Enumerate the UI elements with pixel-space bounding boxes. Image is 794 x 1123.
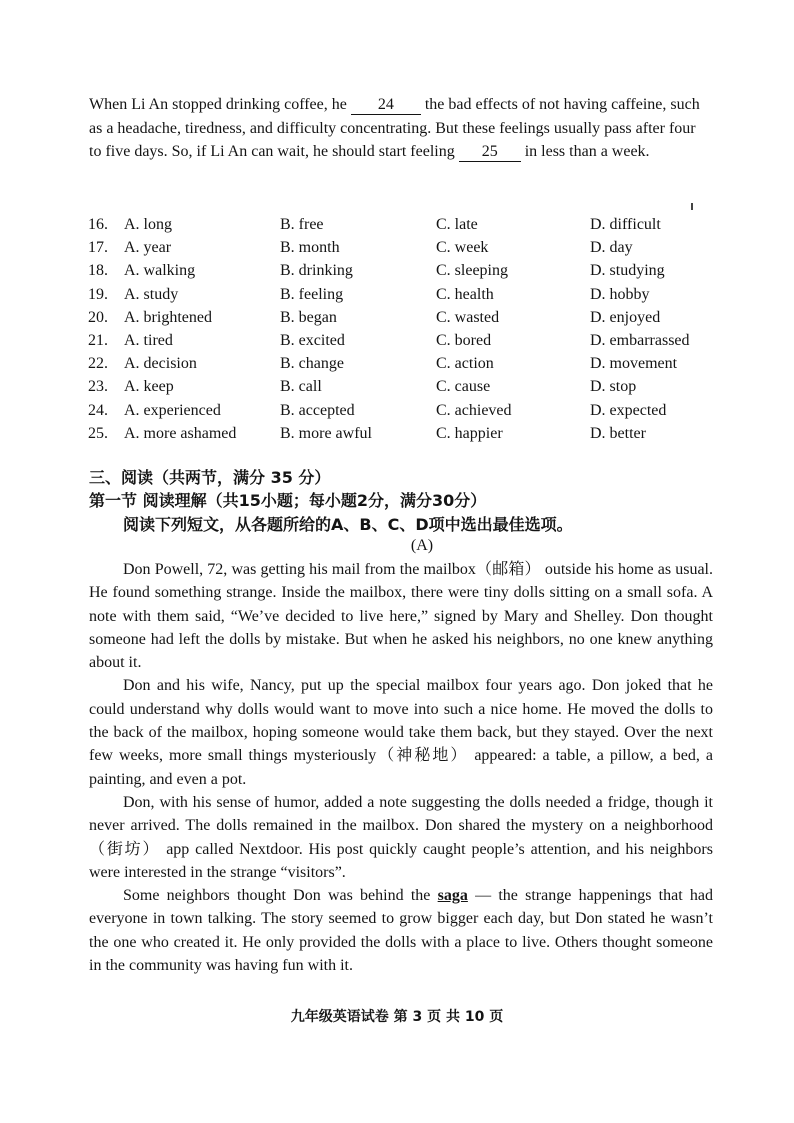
question-number: 19.	[88, 285, 108, 303]
question-number: 24.	[88, 401, 108, 419]
option-d: D. hobby	[590, 285, 650, 303]
option-c: C. late	[436, 216, 478, 233]
question-number: 25.	[88, 424, 108, 442]
question-number: 17.	[88, 239, 108, 257]
question-number: 20.	[88, 308, 108, 326]
question-number: 18.	[88, 262, 108, 280]
option-a: A. brightened	[124, 308, 212, 326]
option-c: C. wasted	[436, 308, 500, 326]
option-a: A. more ashamed	[124, 424, 237, 442]
option-a: A. year	[124, 239, 172, 257]
option-a: A. experienced	[124, 401, 221, 419]
option-b: B. month	[280, 239, 340, 257]
cloze-paragraph	[89, 93, 709, 164]
option-a: A. walking	[124, 262, 196, 280]
question-number: 23.	[88, 378, 108, 396]
option-c: C. week	[436, 239, 489, 257]
option-row	[88, 306, 728, 329]
option-a: A. long	[124, 216, 172, 233]
option-b: B. change	[280, 355, 344, 373]
option-d: D. studying	[590, 262, 665, 280]
cloze-text: in less than a week.	[520, 143, 650, 160]
page-footer: 九年级英语试卷 第 3 页 共 10 页	[290, 1009, 504, 1025]
option-d: D. movement	[590, 355, 678, 373]
section-title: 三、阅读（共两节，满分 35 分）	[89, 468, 331, 487]
passage-paragraph: Don Powell, 72, was getting his mail from the mailbox（邮箱） outside his home as usual. He found something strange. Inside the mailbox, there were tiny dolls sitting on a small sofa. A note with them said, “We’ve decided to live here,” signed by Mary and Shelley. Don thought someone had left the dolls by mistake. But when he asked his neighbors, no one knew anything about it.	[89, 561, 713, 672]
option-b: B. began	[280, 308, 337, 326]
option-d: D. better	[590, 424, 646, 442]
option-b: B. call	[280, 378, 322, 396]
passage-text: Some neighbors thought Don was behind the	[123, 887, 438, 905]
option-row	[88, 422, 728, 445]
option-b: B. feeling	[280, 285, 344, 303]
option-c: C. happier	[436, 424, 503, 442]
option-c: C. bored	[436, 331, 492, 349]
cloze-passage-ending	[89, 93, 709, 164]
section-instruction: 阅读下列短文，从各题所给的A、B、C、D项中选出最佳选项。	[123, 515, 573, 534]
cloze-text: the bad effects of not having caffeine, such as a headache, tiredness, and difficulty concentrating. But these feelings usually pass after four to five days. So, if Li An can wait, he should start feeling	[89, 96, 700, 160]
option-a: A. keep	[124, 378, 174, 396]
option-row	[88, 213, 728, 236]
option-row	[88, 352, 728, 375]
blank-24: 24	[351, 96, 421, 115]
option-c: C. health	[436, 285, 494, 303]
option-row	[88, 329, 728, 352]
question-number: 16.	[88, 216, 108, 233]
option-d: D. expected	[590, 401, 667, 419]
option-row	[88, 236, 728, 259]
option-a: A. study	[124, 285, 179, 303]
option-b: B. more awful	[280, 424, 372, 442]
option-d: D. stop	[590, 378, 637, 396]
option-a: A. decision	[124, 355, 197, 373]
option-row	[88, 399, 728, 422]
passage-text: — the strange happenings that had everyone in town talking. The story seemed to grow bigger each day, but Don stated he wasn’t the one who created it. He only provided the dolls with a place to live. Others thought someone in the community was having fun with it.	[89, 887, 714, 975]
cloze-text: When Li An stopped drinking coffee, he	[89, 96, 351, 113]
option-b: B. free	[280, 216, 324, 233]
option-a: A. tired	[124, 331, 173, 349]
option-b: B. accepted	[280, 401, 355, 419]
question-number: 22.	[88, 355, 108, 373]
blank-25: 25	[459, 143, 521, 162]
option-c: C. sleeping	[436, 262, 508, 280]
passage-label: (A)	[410, 537, 434, 554]
question-number: 21.	[88, 331, 108, 349]
option-row	[88, 259, 728, 282]
passage-paragraph: Don and his wife, Nancy, put up the special mailbox four years ago. Don joked that he could understand why dolls would want to move into such a nice home. He moved the dolls to the back of the mailbox, hoping someone would take them back, but they stayed. Over the next few weeks, more small things mysteriously（神秘地） appeared: a table, a pillow, a bed, a painting, and even a pot.	[89, 677, 713, 788]
underlined-word: saga	[437, 887, 468, 905]
reading-passage-a	[89, 558, 713, 977]
option-d: D. day	[590, 239, 633, 257]
option-d: D. embarrassed	[590, 331, 690, 349]
passage-paragraph: Don, with his sense of humor, added a note suggesting the dolls needed a fridge, though it never arrived. The dolls remained in the mailbox. Don shared the mystery on a neighborhood（街坊） app called Nextdoor. His post quickly caught people’s attention, and his neighbors were interested in the strange “visitors”.	[89, 793, 713, 881]
option-c: C. cause	[436, 378, 491, 396]
option-row	[88, 283, 728, 306]
passage-paragraph	[89, 884, 713, 977]
answer-options-table	[88, 213, 728, 445]
option-c: C. achieved	[436, 401, 512, 419]
scan-mark	[691, 203, 693, 210]
option-d: D. difficult	[590, 216, 661, 233]
option-d: D. enjoyed	[590, 308, 661, 326]
option-b: B. excited	[280, 331, 345, 349]
option-row	[88, 375, 728, 398]
option-b: B. drinking	[280, 262, 353, 280]
section-subtitle: 第一节 阅读理解（共15小题；每小题2分，满分30分）	[89, 491, 487, 510]
option-c: C. action	[436, 355, 494, 373]
